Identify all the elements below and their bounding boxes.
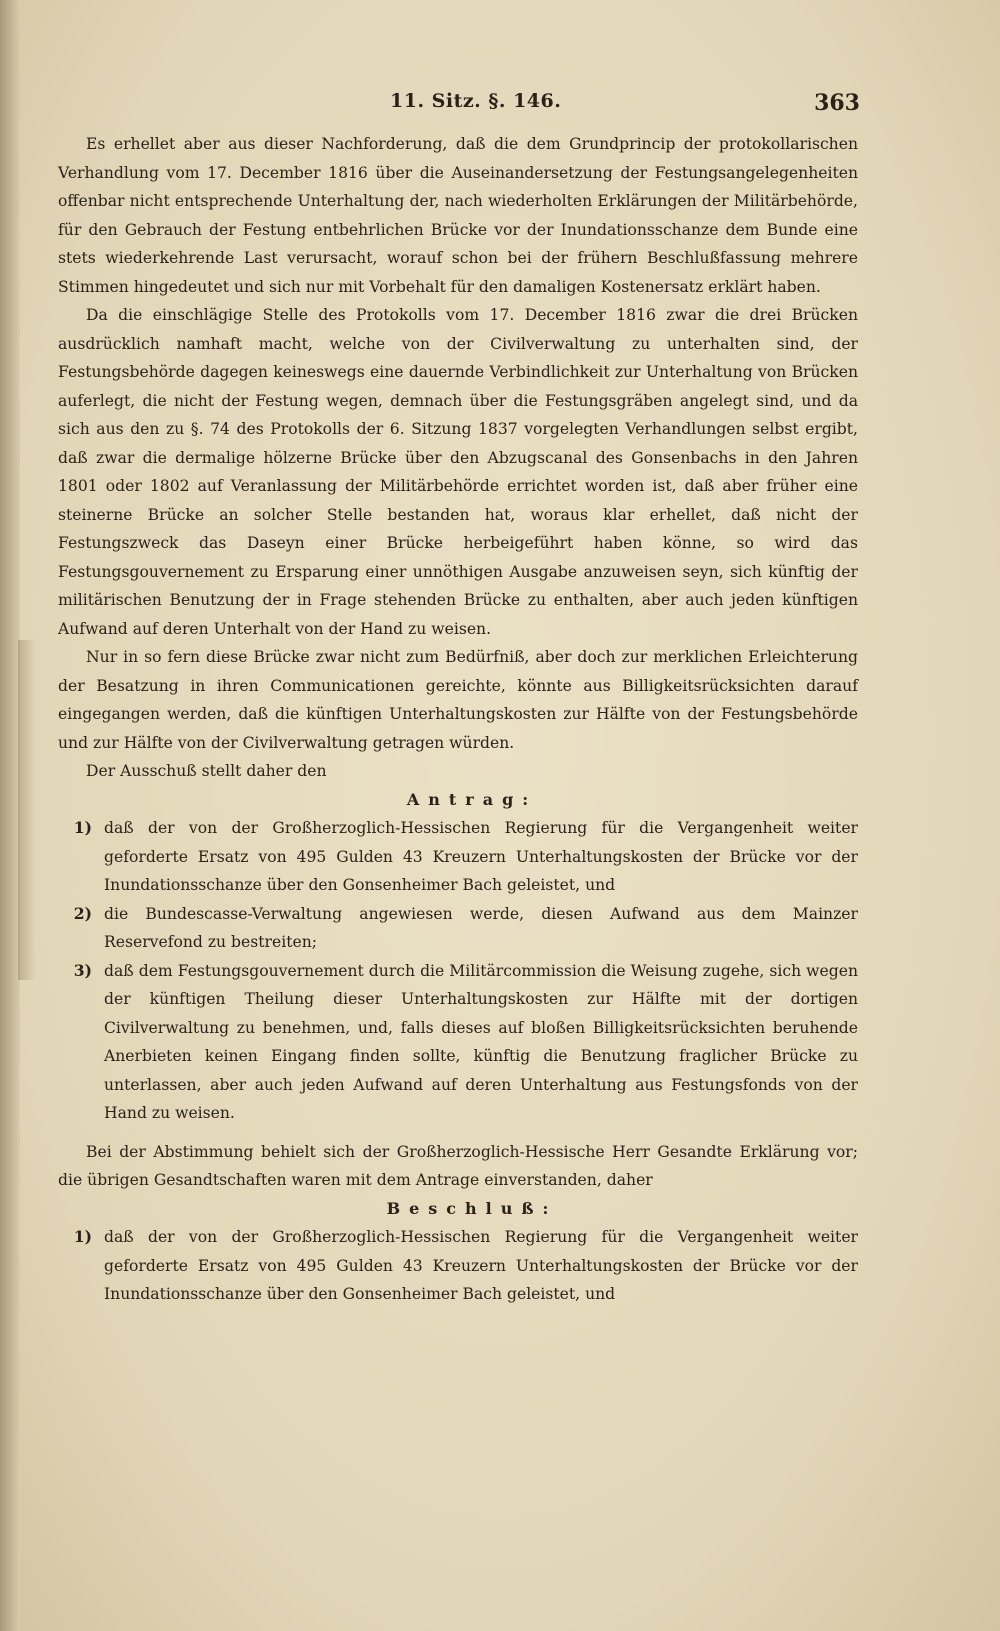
beschluss-item-number: 1) xyxy=(73,1227,92,1246)
antrag-item-text: daß dem Festungsgouvernement durch die Militärcommission die Weisung zugehe, sich wegen der künftigen Theilung dieser Unterhaltungskosten zur Hälfte mit der dortigen Civilverwaltung zu benehmen, und, falls dieses auf bloßen Billigkeitsrücksichten beruhende Anerbieten keinen Eingang finden sollte, künftig die Benutzung fraglicher Brücke zu unterlassen, aber auch jeden Aufwand auf deren Unterhaltung aus Festungsfonds von der Hand zu weisen. xyxy=(104,961,858,1122)
page-gutter-shadow xyxy=(0,0,20,1631)
vote-paragraph: Bei der Abstimmung behielt sich der Großherzoglich-Hessische Herr Gesandte Erklärung vor; die übrigen Gesandtschaften waren mit dem Antrage einverstanden, daher xyxy=(58,1142,858,1189)
running-head: 11. Sitz. §. 146. xyxy=(390,90,562,112)
section-spacer xyxy=(58,1128,858,1138)
antrag-item-2 xyxy=(58,900,858,957)
beschluss-item-1 xyxy=(58,1223,858,1309)
paragraph-1: Es erhellet aber aus dieser Nachforderung, daß die dem Grundprincip der protokollarischen Verhandlung vom 17. December 1816 über die Auseinandersetzung der Festungsangelegenheiten offenbar nicht entsprechende Unterhaltung der, nach wiederholten Erklärungen der Militärbehörde, für den Gebrauch der Festung entbehrlichen Brücke vor der Inundationsschanze dem Bunde eine stets wiederkehrende Last verursacht, worauf schon bei der frühern Beschlußfassung mehrere Stimmen hingedeutet und sich nur mit Vorbehalt für den damaligen Kostenersatz erklärt haben. xyxy=(58,135,858,296)
paragraph-3: Nur in so fern diese Brücke zwar nicht zum Bedürfniß, aber doch zur merklichen Erleichterung der Besatzung in ihren Communicationen gereichte, könnte aus Billigkeitsrücksichten darauf eingegangen werden, daß die künftigen Unterhaltungskosten zur Hälfte von der Festungsbehörde und zur Hälfte von der Civilverwaltung getragen würden. xyxy=(58,648,858,752)
antrag-heading: Antrag: xyxy=(406,789,538,809)
antrag-item-3 xyxy=(58,957,858,1128)
page-stain xyxy=(18,640,36,980)
paragraph-4: Der Ausschuß stellt daher den xyxy=(86,762,327,780)
antrag-item-1 xyxy=(58,814,858,900)
antrag-item-number: 1) xyxy=(73,818,92,837)
antrag-item-text: die Bundescasse-Verwaltung angewiesen werde, diesen Aufwand aus dem Mainzer Reservefond zu bestreiten; xyxy=(104,904,858,951)
antrag-item-number: 3) xyxy=(73,960,92,980)
page-number: 363 xyxy=(814,90,860,116)
antrag-item-text: daß der von der Großherzoglich-Hessischen Regierung für die Vergangenheit weiter geforderte Ersatz von 495 Gulden 43 Kreuzern Unterhaltungskosten der Brücke vor der Inundationsschanze über den Gonsenheimer Bach geleistet, und xyxy=(104,819,858,894)
document-body xyxy=(58,130,858,1309)
paragraph-2: Da die einschlägige Stelle des Protokolls vom 17. December 1816 zwar die drei Brücken ausdrücklich namhaft macht, welche von der Civilverwaltung zu unterhalten sind, der Festungsbehörde dagegen keineswegs eine dauernde Verbindlichkeit zur Unterhaltung von Brücken auferlegt, die nicht der Festung wegen, demnach über die Festungsgräben angelegt sind, und da sich aus den zu §. 74 des Protokolls der 6. Sitzung 1837 vorgelegten Verhandlungen selbst ergibt, daß zwar die dermalige hölzerne Brücke über den Abzugscanal des Gonsenbachs in den Jahren 1801 oder 1802 auf Veranlassung der Militärbehörde errichtet worden ist, daß aber früher eine steinerne Brücke an solcher Stelle bestanden hat, woraus klar erhellet, daß nicht der Festungszweck das Daseyn einer Brücke herbeigeführt haben könne, so wird das Festungsgouvernement zu Ersparung einer unnöthigen Ausgabe anzuweisen seyn, sich künftig der militärischen Benutzung der in Frage stehenden Brücke zu enthalten, aber auch jeden künftigen Aufwand auf deren Unterhalt von der Hand zu weisen. xyxy=(58,306,858,638)
antrag-item-number: 2) xyxy=(73,903,92,923)
beschluss-heading: Beschluß: xyxy=(386,1198,558,1218)
page-header xyxy=(60,90,860,120)
beschluss-item-text: daß der von der Großherzoglich-Hessischen Regierung für die Vergangenheit weiter geforderte Ersatz von 495 Gulden 43 Kreuzern Unterhaltungskosten der Brücke vor der Inundationsschanze über den Gonsenheimer Bach geleistet, und xyxy=(104,1228,858,1303)
